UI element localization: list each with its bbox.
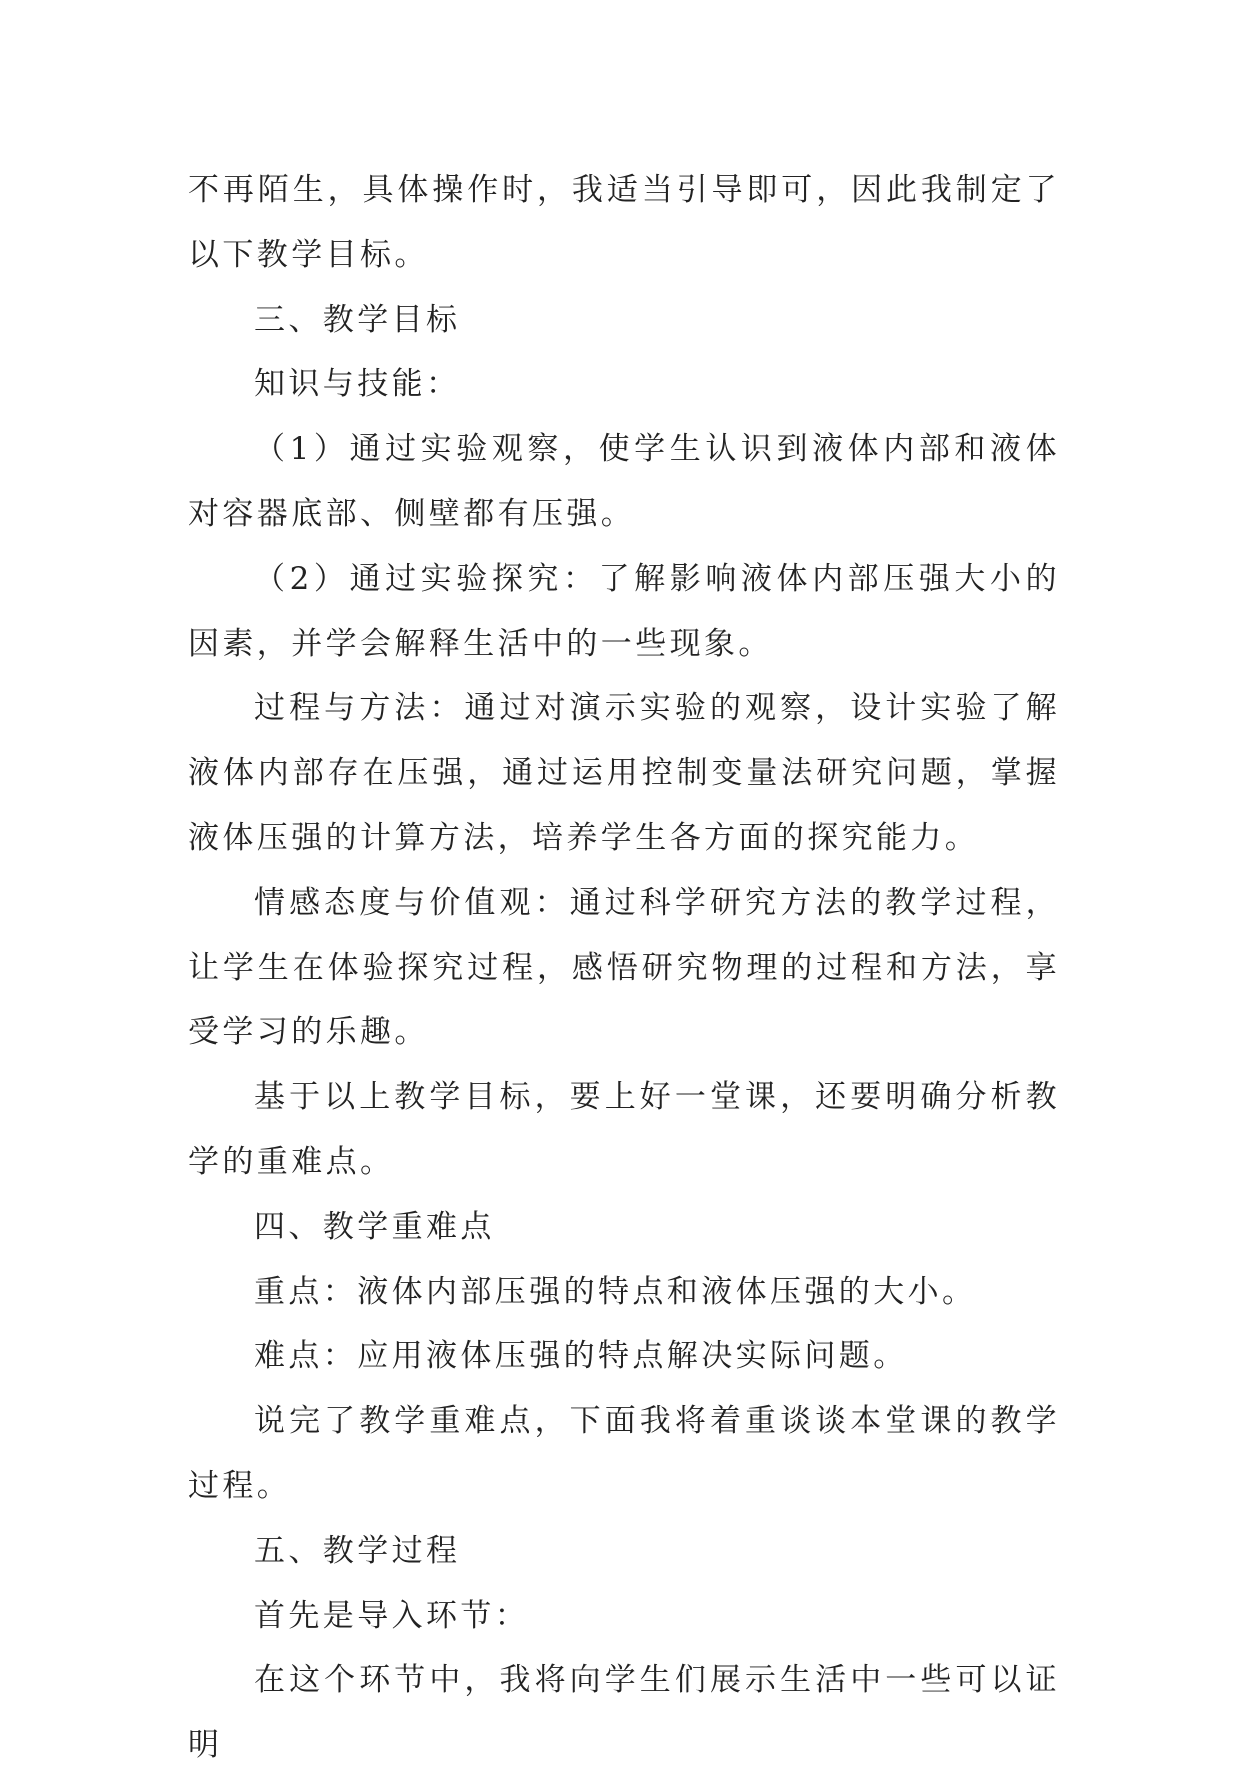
paragraph: 重点：液体内部压强的特点和液体压强的大小。: [254, 1273, 977, 1310]
section-heading-teaching-objectives: 三、教学目标: [254, 301, 461, 338]
section-heading-key-difficulties: 四、教学重难点: [254, 1208, 495, 1245]
paragraph: 过程与方法：通过对演示实验的观察，设计实验了解液体内部存在压强，通过运用控制变量法研究问题，掌握液体压强的计算方法，培养学生各方面的探究能力。: [188, 690, 1060, 856]
paragraph: 在这个环节中，我将向学生们展示生活中一些可以证明: [188, 1662, 1060, 1764]
paragraph: 基于以上教学目标，要上好一堂课，还要明确分析教学的重难点。: [188, 1079, 1060, 1180]
subheading-introduction: 首先是导入环节：: [254, 1597, 530, 1634]
document-body: [188, 158, 1060, 1778]
paragraph: （1）通过实验观察，使学生认识到液体内部和液体对容器底部、侧壁都有压强。: [188, 431, 1060, 532]
subheading-knowledge-skills: 知识与技能：: [254, 366, 461, 403]
paragraph: 不再陌生，具体操作时，我适当引导即可，因此我制定了以下教学目标。: [188, 172, 1060, 273]
paragraph: 说完了教学重难点，下面我将着重谈谈本堂课的教学过程。: [188, 1403, 1060, 1504]
paragraph: 情感态度与价值观：通过科学研究方法的教学过程，让学生在体验探究过程，感悟研究物理的过程和方法，享受学习的乐趣。: [188, 884, 1060, 1051]
paragraph: （2）通过实验探究：了解影响液体内部压强大小的因素，并学会解释生活中的一些现象。: [188, 560, 1060, 662]
section-heading-teaching-process: 五、教学过程: [254, 1532, 461, 1569]
paragraph: 难点：应用液体压强的特点解决实际问题。: [254, 1338, 908, 1375]
